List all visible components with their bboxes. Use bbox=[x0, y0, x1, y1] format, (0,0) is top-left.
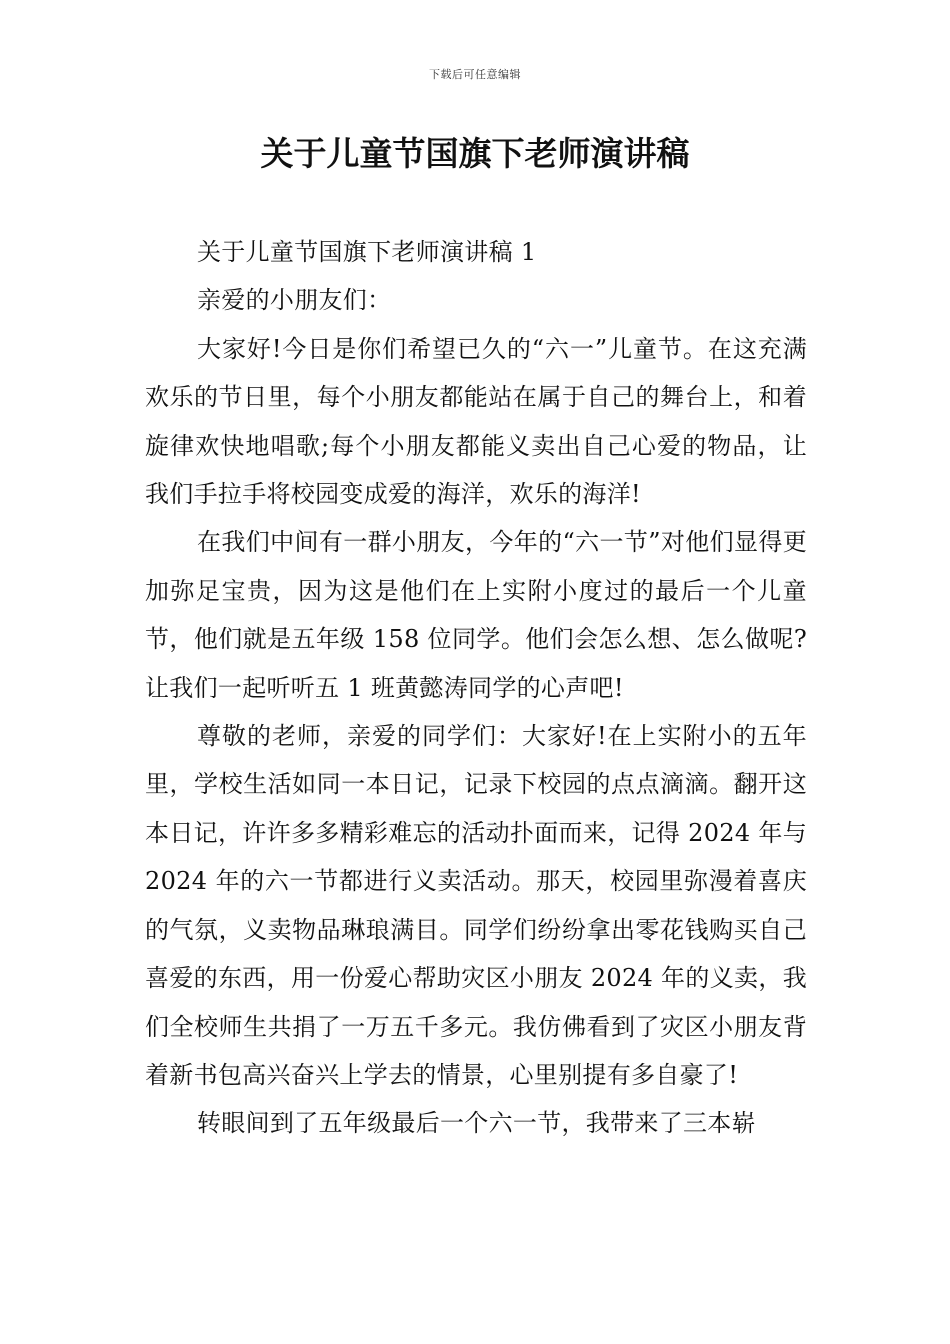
paragraph-subtitle: 关于儿童节国旗下老师演讲稿 1 bbox=[197, 238, 537, 266]
paragraph: 转眼间到了五年级最后一个六一节，我带来了三本崭 bbox=[197, 1109, 756, 1138]
paragraph-salutation: 亲爱的小朋友们： bbox=[197, 286, 392, 315]
paragraph: 大家好!今日是你们希望已久的“六一”儿童节。在这充满欢乐的节日里，每个小朋友都能站在属于自己的舞台上，和着旋律欢快地唱歌;每个小朋友都能义卖出自己心爱的物品，让我们手拉手将校园变成爱的海洋，欢乐的海洋! bbox=[145, 334, 807, 509]
paragraph: 尊敬的老师，亲爱的同学们：大家好!在上实附小的五年里，学校生活如同一本日记，记录下校园的点点滴滴。翻开这本日记，许许多多精彩难忘的活动扑面而来，记得 2024 年与 2024 年的六一节都进行义卖活动。那天，校园里弥漫着喜庆的气氛，义卖物品琳琅满目。同学们纷纷拿出零花钱购买自己喜爱的东西，用一份爱心帮助灾区小朋友 2024 年的义卖，我们全校师生共捐了一万五千多元。我仿佛看到了灾区小朋友背着新书包高兴奋兴上学去的情景，心里别提有多自豪了! bbox=[145, 722, 807, 1089]
paragraph: 在我们中间有一群小朋友，今年的“六一节”对他们显得更加弥足宝贵，因为这是他们在上实附小度过的最后一个儿童节，他们就是五年级 158 位同学。他们会怎么想、怎么做呢?让我们一起听听五 1 班黄懿涛同学的心声吧! bbox=[145, 528, 807, 702]
document-title: 关于儿童节国旗下老师演讲稿 bbox=[260, 134, 690, 173]
header-note: 下载后可任意编辑 bbox=[429, 68, 521, 81]
document-body bbox=[145, 228, 807, 1148]
